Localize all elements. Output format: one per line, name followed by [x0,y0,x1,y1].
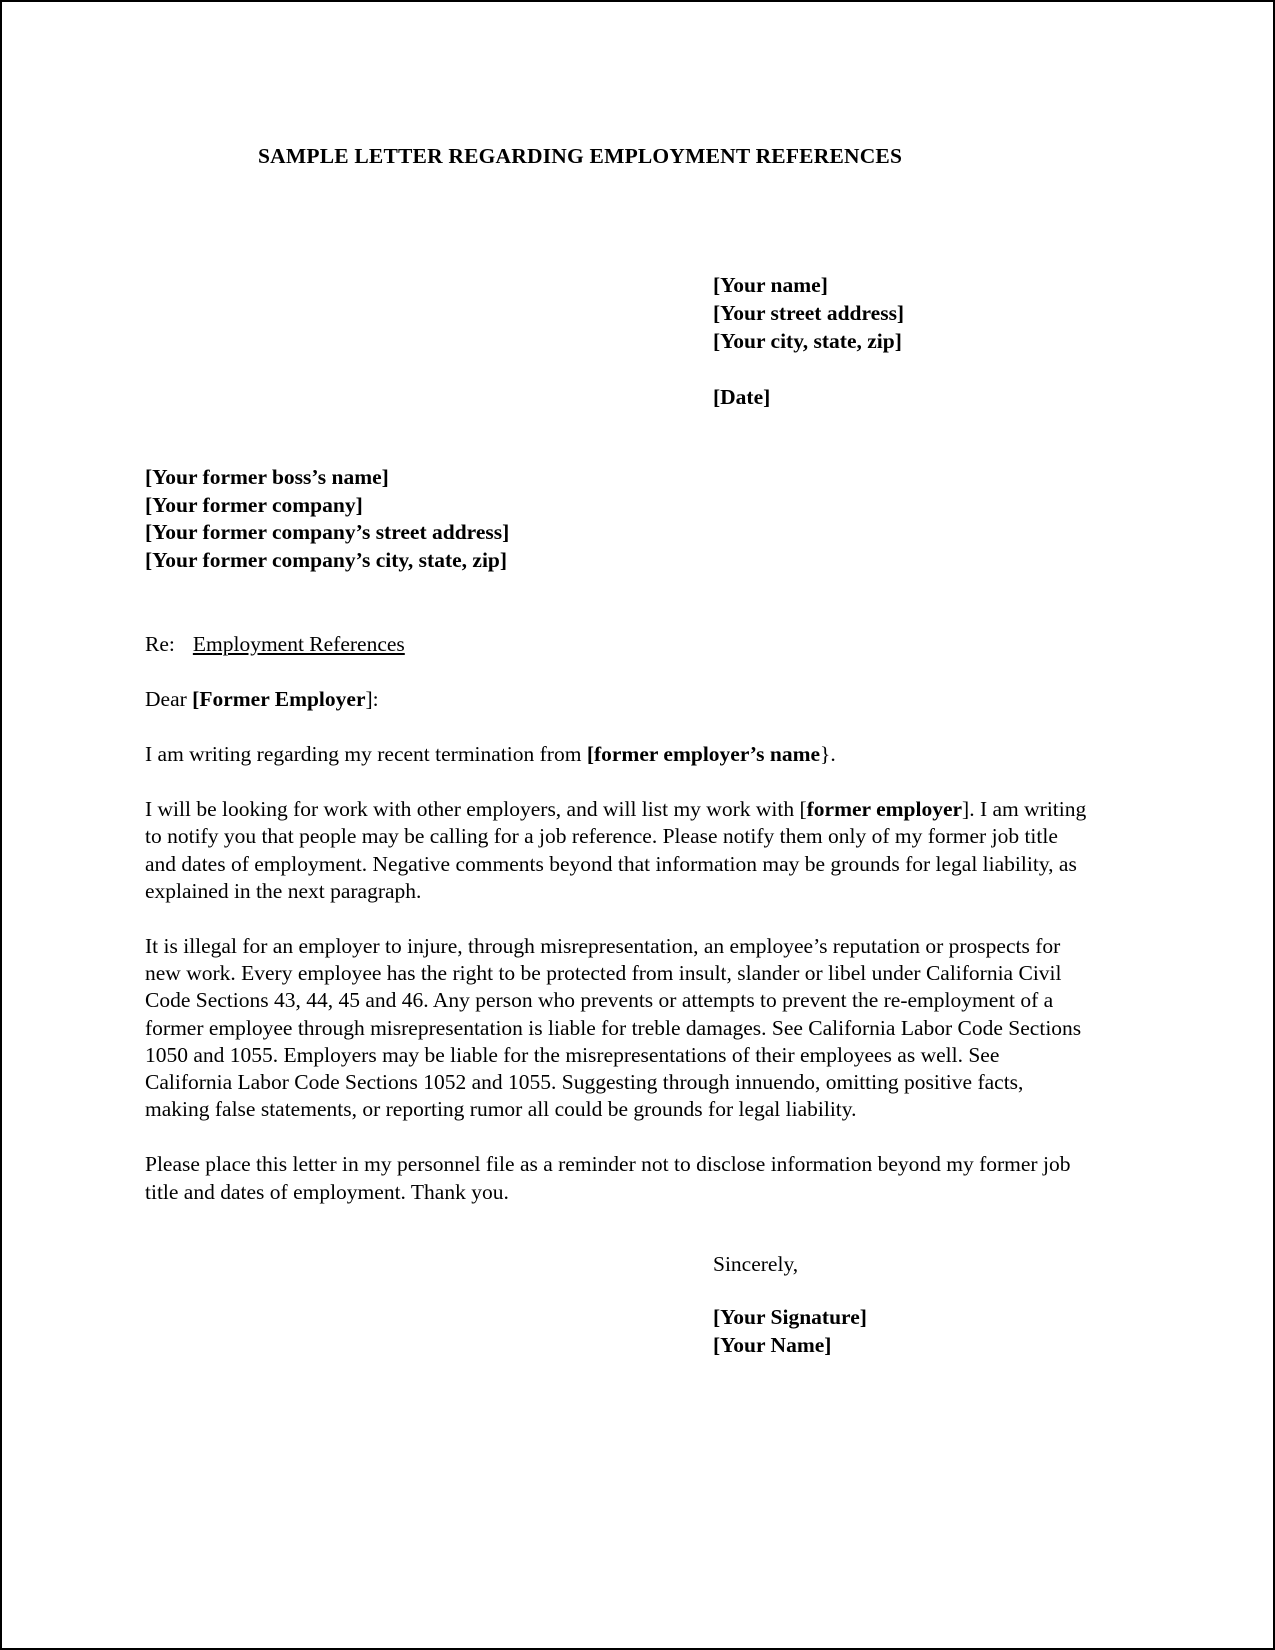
paragraph-2-text-b: ]. I am writing to notify you that people may be calling for a job reference. Please notify them only of my former job title and dates of employment. Negative comments beyond that information may be grounds for legal liability, as explained in the next paragraph. [145,797,1087,903]
recipient-address-block [145,411,1090,574]
body-paragraph-2 [145,768,1090,905]
subject-value: Employment References [192,632,405,656]
page-title: SAMPLE LETTER REGARDING EMPLOYMENT REFERENCES [258,144,903,168]
paragraph-1-placeholder: [former employer’s name [586,742,821,766]
recipient-company: [Your former company] [145,492,363,517]
recipient-city-state-zip: [Your former company’s city, state, zip] [145,547,508,572]
salutation-placeholder: [Former Employer [192,687,366,711]
subject-label: Re: [145,632,175,656]
paragraph-1-text-b: }. [820,742,836,766]
date-placeholder: [Date] [713,385,771,409]
signature-placeholder: [Your Signature] [713,1304,867,1329]
paragraph-2-text-a: I will be looking for work with other employers, and will list my work with [ [145,797,807,822]
salutation-suffix: ]: [365,687,379,711]
paragraph-1-text-a: I am writing regarding my recent termination from [145,742,587,766]
paragraph-2-placeholder: former employer [806,797,963,822]
recipient-street-address: [Your former company’s street address] [145,520,510,544]
letter-content [145,2,1090,1359]
sender-address-block [145,169,1090,355]
recipient-boss-name: [Your former boss’s name] [145,465,389,489]
salutation-greeting: Dear [145,687,193,711]
body-paragraph-4: Please place this letter in my personnel file as a reminder not to disclose information beyond my former job title and dates of employment. Thank you. [145,1152,1071,1204]
sender-name: [Your name] [713,273,828,297]
subject-line [145,574,1090,658]
closing-valediction: Sincerely, [713,1251,799,1276]
body-paragraph-3: It is illegal for an employer to injure, through misrepresentation, an employee’s reputation or prospects for new work. Every employee has the right to be protected from insult, slander or libel under California Civil Code Sections 43, 44, 45 and 46. Any person who prevents or attempts to prevent the re-employment of a former employee through misrepresentation is liable for treble damages. See California Labor Code Sections 1050 and 1055. Employers may be liable for the misrepresentations of their employees as well. See California Labor Code Sections 1052 and 1055. Suggesting through innuendo, omitting positive facts, making false statements, or reporting rumor all could be grounds for legal liability. [145,934,1082,1122]
signature-block [145,1278,1090,1359]
sender-street-address: [Your street address] [713,301,905,325]
letter-date [145,355,1090,411]
body-paragraph-1 [145,713,1090,768]
sender-city-state-zip: [Your city, state, zip] [713,329,902,353]
salutation-line [145,658,1090,713]
signer-name: [Your Name] [713,1332,832,1357]
